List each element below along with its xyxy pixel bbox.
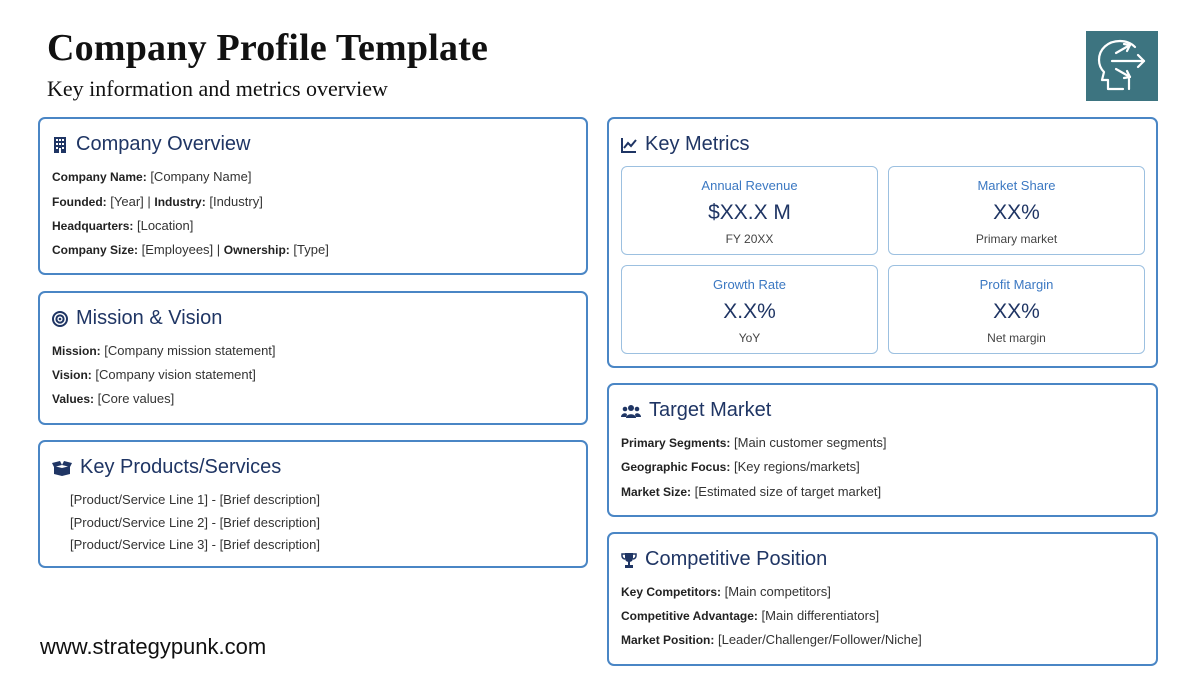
geographic-focus-row: Geographic Focus: [Key regions/markets]: [621, 459, 860, 474]
founded-row: Founded: [Year] | Industry: [Industry]: [52, 194, 263, 209]
metric-value: X.X%: [723, 300, 776, 323]
company-overview-title: Company Overview: [76, 133, 251, 155]
metric-value: XX%: [993, 201, 1040, 224]
metric-profit-margin: [888, 265, 1145, 354]
metric-value: XX%: [993, 300, 1040, 323]
metric-label: Growth Rate: [713, 277, 786, 292]
logo: [1086, 31, 1158, 101]
metric-growth-rate: [621, 265, 878, 354]
target-market-title: Target Market: [649, 399, 772, 421]
mission-row: Mission: [Company mission statement]: [52, 343, 276, 358]
page-title: Company Profile Template: [47, 27, 489, 69]
competitive-position-title: Competitive Position: [645, 548, 828, 570]
competitive-advantage-row: Competitive Advantage: [Main differentiators]: [621, 608, 880, 623]
company-name-row: Company Name: [Company Name]: [52, 169, 252, 184]
market-size-row: Market Size: [Estimated size of target market]: [621, 484, 882, 499]
trophy-icon: [621, 552, 637, 568]
market-position-row: Market Position: [Leader/Challenger/Follower/Niche]: [621, 632, 922, 647]
metric-value: $XX.X M: [708, 201, 791, 224]
target-icon: [52, 311, 68, 327]
target-market-card: [607, 383, 1158, 517]
company-overview-card: [38, 117, 588, 275]
headquarters-row: Headquarters: [Location]: [52, 218, 194, 233]
list-item: [Product/Service Line 3] - [Brief description]: [70, 537, 321, 552]
building-icon: [52, 137, 68, 153]
metric-sub: YoY: [738, 331, 761, 345]
competitive-position-card: [607, 532, 1158, 666]
metric-label: Profit Margin: [979, 277, 1054, 292]
key-metrics-card: [607, 117, 1158, 368]
metric-market-share: [888, 166, 1145, 255]
metric-annual-revenue: [621, 166, 878, 255]
metric-label: Market Share: [977, 178, 1056, 193]
metric-sub: Net margin: [987, 331, 1046, 345]
products-title: Key Products/Services: [80, 456, 282, 478]
mission-vision-title: Mission & Vision: [76, 307, 223, 329]
primary-segments-row: Primary Segments: [Main customer segments]: [621, 435, 887, 450]
page-subtitle: Key information and metrics overview: [47, 76, 388, 101]
list-item: [Product/Service Line 2] - [Brief description]: [70, 515, 321, 530]
list-item: [Product/Service Line 1] - [Brief description]: [70, 492, 321, 507]
values-row: Values: [Core values]: [52, 391, 175, 406]
metric-sub: FY 20XX: [725, 232, 774, 246]
line-chart-icon: [621, 137, 637, 153]
metric-label: Annual Revenue: [701, 178, 798, 193]
company-size-row: Company Size: [Employees] | Ownership: [Type]: [52, 242, 329, 257]
footer-url[interactable]: www.strategypunk.com: [40, 634, 267, 659]
vision-row: Vision: [Company vision statement]: [52, 367, 256, 382]
head-with-arrows-icon: [1086, 31, 1158, 101]
products-card: [38, 440, 588, 568]
key-metrics-title: Key Metrics: [645, 133, 750, 155]
mission-vision-card: [38, 291, 588, 425]
key-competitors-row: Key Competitors: [Main competitors]: [621, 584, 831, 599]
users-icon: [621, 403, 641, 419]
box-open-icon: [52, 460, 72, 476]
metric-sub: Primary market: [975, 232, 1058, 246]
